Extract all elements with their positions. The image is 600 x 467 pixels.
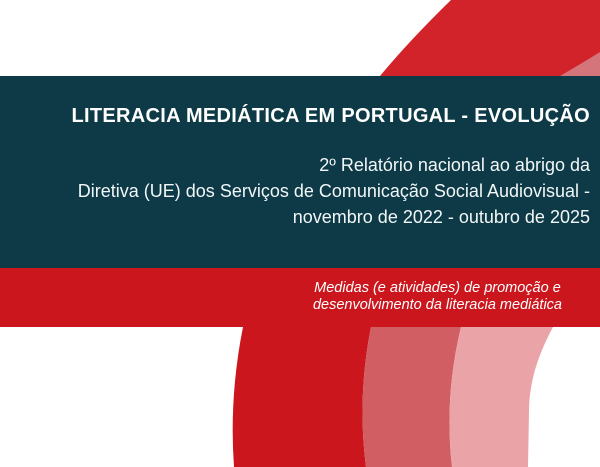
slide-title: LITERACIA MEDIÁTICA EM PORTUGAL - EVOLUÇÃO [71, 105, 590, 127]
banner-line-2: desenvolvimento da literacia mediática [312, 297, 562, 313]
subtitle-line-2: Diretiva (UE) dos Serviços de Comunicação Social Audiovisual - [77, 181, 590, 201]
arc-band-pink [449, 327, 553, 467]
red-arc-top-right [0, 0, 600, 76]
arc-band-rose [362, 327, 461, 467]
arc-bands-bottom [0, 327, 600, 467]
subtitle-line-3: novembro de 2022 - outubro de 2025 [292, 207, 590, 227]
banner-line-1: Medidas (e atividades) de promoção e [314, 280, 561, 296]
subtitle-line-1: 2º Relatório nacional ao abrigo da [319, 155, 590, 175]
banner-text [313, 280, 562, 314]
slide-subtitle [78, 152, 590, 230]
arc-band-dark-red [233, 327, 371, 467]
red-circle-shape [380, 0, 600, 76]
